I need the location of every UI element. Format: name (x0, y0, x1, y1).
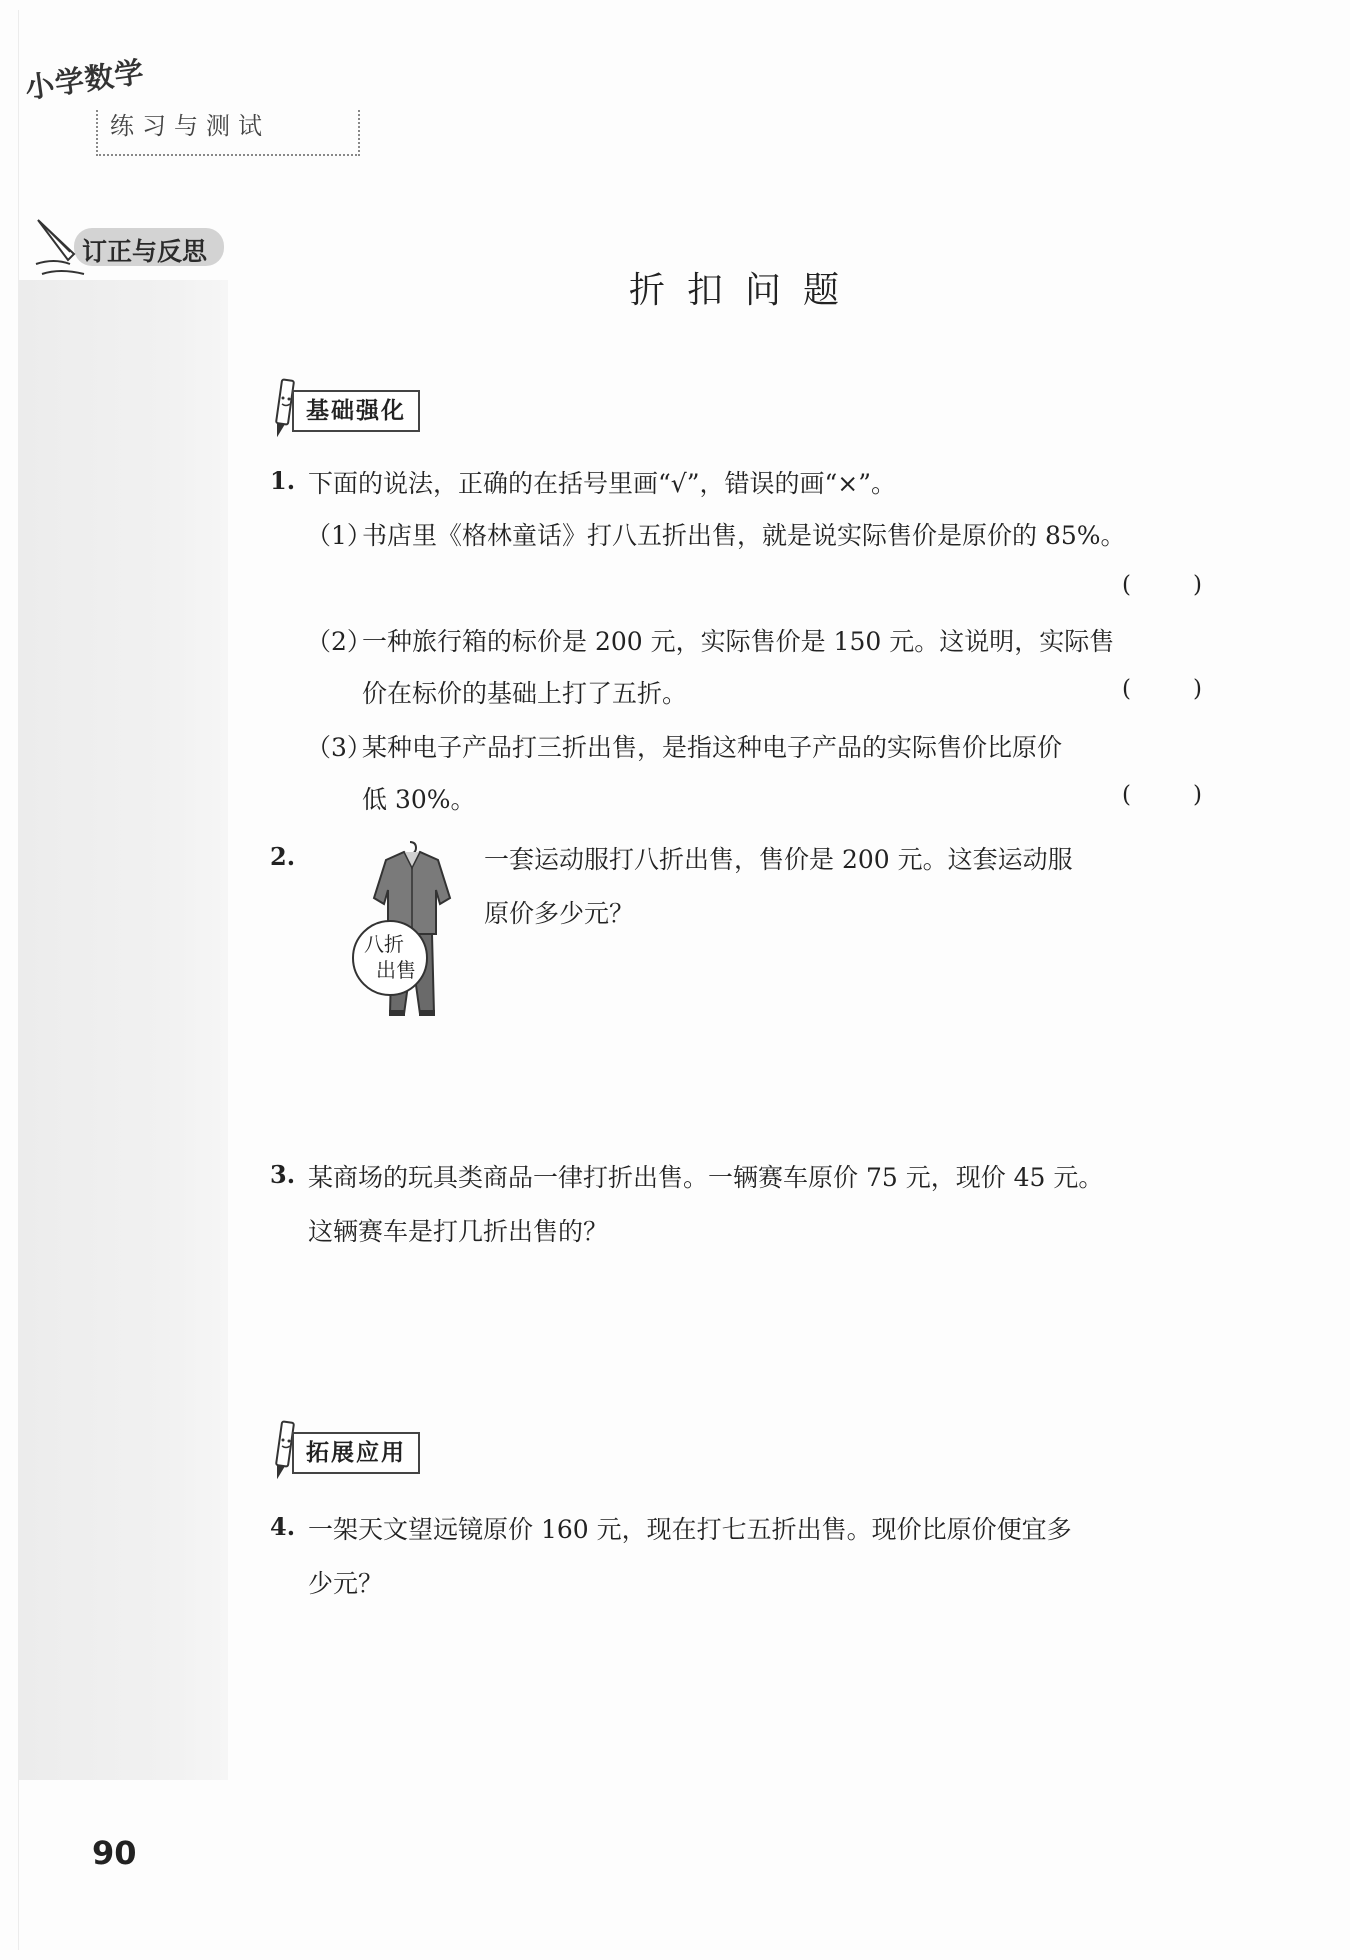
q4-number: 4. (270, 1512, 296, 1541)
q3-text: 某商场的玩具类商品一律打折出售。一辆赛车原价 75 元，现价 45 元。 (308, 1163, 1104, 1192)
brand-subtitle-box (96, 110, 360, 156)
q4-text-cont: 少元？ (308, 1569, 384, 1598)
q1-item3-label: （3） (306, 733, 372, 762)
paren-close: ) (1193, 676, 1202, 702)
reflection-sidebar (18, 280, 228, 1780)
q3-number: 3. (270, 1160, 296, 1189)
reflect-tag (34, 214, 244, 284)
paren-open: ( (1122, 572, 1131, 598)
sale-badge (352, 920, 428, 996)
brand-title: 小学数学 (22, 54, 147, 106)
q1-number: 1. (270, 466, 296, 495)
book-brand (22, 54, 348, 166)
q1-item2-label: （2） (306, 627, 372, 656)
paren-open: ( (1122, 782, 1131, 808)
q1-item3-answer[interactable] (1122, 782, 1202, 808)
q3-text-cont: 这辆赛车是打几折出售的？ (308, 1217, 609, 1246)
q4-text: 一架天文望远镜原价 160 元，现在打七五折出售。现价比原价便宜多 (308, 1515, 1072, 1544)
q2-text: 一套运动服打八折出售，售价是 200 元。这套运动服 (484, 845, 1073, 874)
section-basic (270, 378, 450, 440)
chapter-title: 折扣问题 (628, 270, 861, 311)
q2-text-cont: 原价多少元？ (484, 899, 635, 928)
q1-item3-text-cont: 低 30%。 (362, 785, 476, 814)
section-basic-label: 基础强化 (292, 390, 420, 432)
paren-close: ) (1193, 572, 1202, 598)
paren-open: ( (1122, 676, 1131, 702)
page-number: 90 (92, 1834, 137, 1872)
sale-badge-line1: 八折 (364, 932, 404, 956)
q1-item2-text-cont: 价在标价的基础上打了五折。 (362, 679, 688, 708)
q1-item3-text: 某种电子产品打三折出售，是指这种电子产品的实际售价比原价 (362, 733, 1063, 762)
q1-item1-answer[interactable] (1122, 572, 1202, 598)
brand-subtitle: 练习与测试 (110, 112, 270, 140)
paren-close: ) (1193, 782, 1202, 808)
q1-item2-text: 一种旅行箱的标价是 200 元，实际售价是 150 元。这说明，实际售 (362, 627, 1115, 656)
q1-item1-label: （1） (306, 521, 372, 550)
reflect-label: 订正与反思 (82, 237, 208, 266)
section-extend-label: 拓展应用 (292, 1432, 420, 1474)
q1-item2-answer[interactable] (1122, 676, 1202, 702)
sale-badge-line2: 出售 (376, 958, 416, 982)
tracksuit-illustration (352, 838, 472, 1028)
q1-item1-text: 书店里《格林童话》打八五折出售，就是说实际售价是原价的 85%。 (362, 521, 1126, 550)
q1-stem: 下面的说法，正确的在括号里画“√”，错误的画“×”。 (308, 469, 897, 498)
section-extend (270, 1420, 450, 1482)
q2-number: 2. (270, 842, 296, 871)
